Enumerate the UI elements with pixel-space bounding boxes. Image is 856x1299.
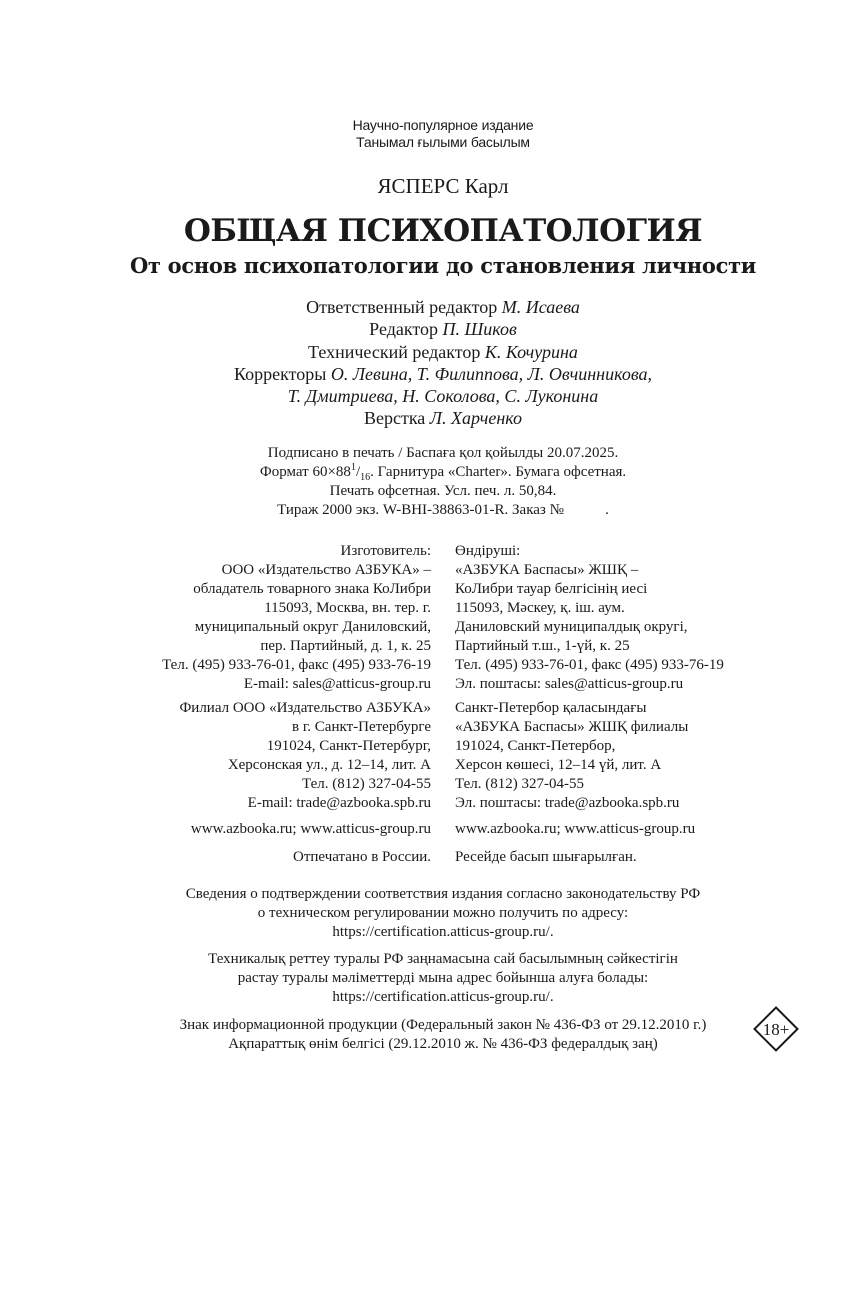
signed-to-print: Подписано в печать / Баспаға қол қойылды 20.07.2025. bbox=[267, 445, 619, 461]
manufacturer-ru-line: E-mail: sales@atticus-group.ru bbox=[243, 676, 431, 692]
author-name: ЯСПЕРС Карл bbox=[377, 174, 509, 198]
credit-label: Верстка bbox=[363, 408, 426, 429]
book-title: ОБЩАЯ ПСИХОПАТОЛОГИЯ bbox=[183, 213, 703, 249]
branch-kz-line: «АЗБУКА Баспасы» ЖШҚ филиалы bbox=[455, 719, 689, 735]
age-rating-text: 18+ bbox=[762, 1020, 790, 1039]
websites-kz: www.azbooka.ru; www.atticus-group.ru bbox=[455, 821, 696, 837]
manufacturer-kz-line: Партийный т.ш., 1-үй, к. 25 bbox=[455, 638, 630, 654]
certification-ru-url: https://certification.atticus-group.ru/. bbox=[332, 924, 554, 940]
print-method: Печать офсетная. Усл. печ. л. 50,84. bbox=[329, 483, 557, 499]
manufacturer-kz-line: Өндіруші: bbox=[455, 543, 521, 559]
certification-ru-line: о техническом регулировании можно получить по адресу: bbox=[257, 905, 629, 921]
sign-info-kz: Ақпараттық өнім белгісі (29.12.2010 ж. № 436-ФЗ федералдық заң) bbox=[228, 1036, 658, 1052]
print-run: Тираж 2000 экз. W-BHI-38863-01-R. Заказ № . bbox=[277, 502, 609, 518]
credit-editor bbox=[0, 318, 856, 340]
branch-ru-line: Филиал ООО «Издательство АЗБУКА» bbox=[179, 700, 431, 716]
credit-person: К. Кочурина bbox=[484, 341, 578, 362]
format-fraction-den: 16 bbox=[360, 472, 371, 483]
branch-kz bbox=[455, 699, 688, 813]
credit-person: Т. Дмитриева, Н. Соколова, С. Луконина bbox=[287, 386, 599, 407]
manufacturer-ru-line: 115093, Москва, вн. тер. г. bbox=[264, 600, 431, 616]
manufacturer-ru-line: муниципальный округ Даниловский, bbox=[194, 619, 431, 635]
format-line bbox=[0, 463, 856, 482]
manufacturer-kz-line: 115093, Мәскеу, қ. іш. аум. bbox=[455, 600, 625, 616]
manufacturer-kz-line: «АЗБУКА Баспасы» ЖШҚ – bbox=[455, 562, 639, 578]
edition-type bbox=[0, 117, 856, 151]
branch-kz-line: Херсон көшесі, 12–14 үй, лит. А bbox=[455, 757, 662, 773]
manufacturer-kz-line: КоЛибри тауар белгісінің иесі bbox=[455, 581, 648, 597]
editorial-credits bbox=[0, 296, 856, 430]
credit-label: Корректоры bbox=[233, 363, 327, 384]
branch-ru bbox=[179, 699, 431, 813]
branch-kz-line: 191024, Санкт-Петербор, bbox=[455, 738, 616, 754]
certification-info-ru bbox=[0, 885, 856, 942]
printed-in-kz: Ресейде басып шығарылған. bbox=[455, 849, 637, 865]
format-fraction-slash: / bbox=[355, 464, 361, 480]
format-typeface: . Гарнитура «Charter». Бумага офсетная. bbox=[370, 464, 627, 480]
sign-info-ru: Знак информационной продукции (Федеральный закон № 436-ФЗ от 29.12.2010 г.) bbox=[179, 1017, 707, 1033]
branch-ru-line: Тел. (812) 327-04-55 bbox=[302, 776, 431, 792]
age-rating-badge bbox=[753, 1006, 799, 1052]
branch-ru-line: в г. Санкт-Петербурге bbox=[292, 719, 431, 735]
credit-correctors-cont bbox=[0, 385, 856, 407]
edition-type-ru: Научно-популярное издание bbox=[352, 117, 534, 133]
branch-ru-line: 191024, Санкт-Петербург, bbox=[266, 738, 431, 754]
credit-responsible-editor bbox=[0, 296, 856, 318]
certification-ru-line: Сведения о подтверждении соответствия издания согласно законодательству РФ bbox=[185, 886, 701, 902]
branch-ru-line: Херсонская ул., д. 12–14, лит. А bbox=[227, 757, 431, 773]
manufacturer-kz-line: Тел. (495) 933-76-01, факс (495) 933-76-19 bbox=[455, 657, 724, 673]
manufacturer-ru-line: Изготовитель: bbox=[340, 543, 431, 559]
branch-ru-line: E-mail: trade@azbooka.spb.ru bbox=[247, 795, 431, 811]
manufacturer-ru-line: обладатель товарного знака КоЛибри bbox=[193, 581, 431, 597]
branch-kz-line: Тел. (812) 327-04-55 bbox=[455, 776, 584, 792]
manufacturer-kz-line: Даниловский муниципалдық округі, bbox=[455, 619, 688, 635]
certification-kz-line: растау туралы мәліметтерді мына адрес бойынша алуға болады: bbox=[237, 970, 649, 986]
credit-person: М. Исаева bbox=[501, 297, 580, 317]
book-subtitle: От основ психопатологии до становления личности bbox=[129, 253, 757, 278]
credit-person: П. Шиков bbox=[442, 319, 517, 340]
credit-technical-editor bbox=[0, 341, 856, 363]
printed-in-ru: Отпечатано в России. bbox=[293, 849, 431, 865]
websites-ru: www.azbooka.ru; www.atticus-group.ru bbox=[190, 821, 431, 837]
credit-label: Технический редактор bbox=[308, 341, 481, 362]
certification-kz-line: Техникалық реттеу туралы РФ заңнамасына сай басылымның сәйкестігін bbox=[208, 951, 678, 967]
manufacturer-ru-line: ООО «Издательство АЗБУКА» – bbox=[221, 562, 431, 578]
branch-kz-line: Санкт-Петербор қаласындағы bbox=[455, 700, 647, 716]
branch-kz-line: Эл. поштасы: trade@azbooka.spb.ru bbox=[455, 795, 680, 811]
certification-kz-url: https://certification.atticus-group.ru/. bbox=[332, 989, 554, 1005]
manufacturer-kz-line: Эл. поштасы: sales@atticus-group.ru bbox=[455, 676, 684, 692]
edition-type-kz: Танымал ғылыми басылым bbox=[356, 134, 530, 150]
manufacturer-ru bbox=[162, 542, 431, 694]
format-fraction-num: 1 bbox=[350, 462, 356, 473]
credit-person: О. Левина, Т. Филиппова, Л. Овчинникова, bbox=[330, 363, 653, 384]
credit-layout bbox=[0, 407, 856, 429]
age-rating-diamond-icon bbox=[753, 1006, 799, 1052]
format-text: Формат 60×88 bbox=[259, 464, 351, 480]
manufacturer-ru-line: пер. Партийный, д. 1, к. 25 bbox=[260, 638, 431, 654]
information-product-sign bbox=[0, 1016, 856, 1054]
manufacturer-kz bbox=[455, 542, 724, 694]
certification-info-kz bbox=[0, 950, 856, 1007]
manufacturer-ru-line: Тел. (495) 933-76-01, факс (495) 933-76-19 bbox=[162, 657, 431, 673]
credit-person: Л. Харченко bbox=[429, 408, 522, 429]
credit-label: Ответственный редактор bbox=[306, 297, 498, 317]
credit-label: Редактор bbox=[369, 319, 438, 340]
print-details bbox=[0, 444, 856, 520]
credit-correctors bbox=[0, 363, 856, 385]
